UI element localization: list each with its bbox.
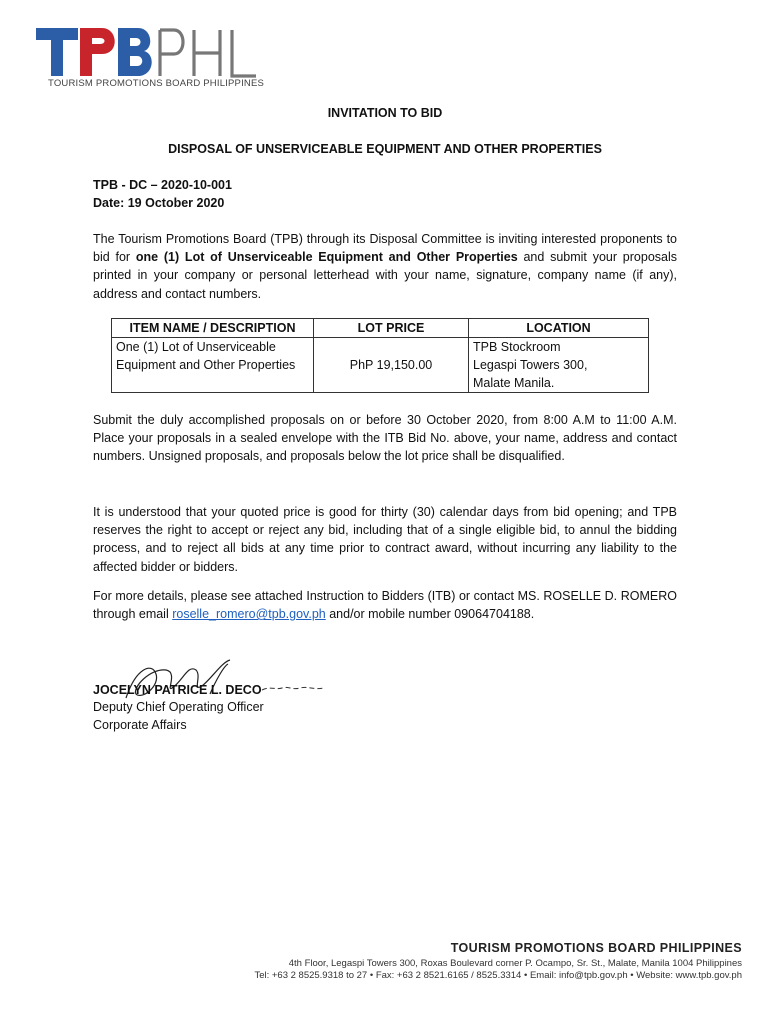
para4-text-a: For more details, please see attached Instruction to Bidders (ITB) or contact MS. ROSELLE D. ROMERO through email <box>93 589 677 622</box>
para1-text-b: and submit your proposals printed in your company or personal letterhead with your name, signature, company name (if any), address and contact numbers. <box>93 250 677 301</box>
table-row <box>112 338 649 393</box>
signatory-department: Corporate Affairs <box>93 718 187 732</box>
table-cell-item: One (1) Lot of Unserviceable Equipment and Other Properties <box>112 338 314 393</box>
location-line-1: TPB Stockroom <box>473 340 561 354</box>
table-cell-location <box>469 338 649 393</box>
table-header-location: LOCATION <box>469 319 649 338</box>
logo-letter-phl <box>160 30 256 76</box>
logo-letter-p <box>80 28 115 76</box>
para4-text-b: and/or mobile number 09064704188. <box>325 607 535 622</box>
logo-letter-b <box>118 28 152 76</box>
paragraph-contact <box>93 587 677 623</box>
logo-wordmark: TPBPHL <box>34 24 38 25</box>
paragraph-invitation <box>93 230 677 303</box>
para1-text-a: The Tourism Promotions Board (TPB) through its Disposal Committee is inviting interested proponents to bid for <box>93 232 677 265</box>
bid-table <box>111 318 649 393</box>
document-title: INVITATION TO BID <box>327 106 443 120</box>
signatory-name: JOCELYN PATRICE L. DECO <box>93 683 262 697</box>
footer-contact: Tel: +63 2 8525.9318 to 27 • Fax: +63 2 8521.6165 / 8525.3314 • Email: info@tpb.gov.ph • Website: www.tpb.gov.ph <box>254 970 742 981</box>
document-subtitle: DISPOSAL OF UNSERVICEABLE EQUIPMENT AND OTHER PROPERTIES <box>168 142 602 156</box>
footer-organization: TOURISM PROMOTIONS BOARD PHILIPPINES <box>450 941 742 955</box>
para1-text-bold: one (1) Lot of Unserviceable Equipment and Other Properties <box>135 250 518 265</box>
email-link[interactable]: roselle_romero@tpb.gov.ph <box>172 607 326 622</box>
table-header-row <box>112 319 649 338</box>
logo-letter-t <box>36 28 78 76</box>
reference-number: TPB - DC – 2020-10-001 <box>93 178 232 192</box>
logo-subtitle: TOURISM PROMOTIONS BOARD PHILIPPINES <box>48 78 265 89</box>
location-line-2: Legaspi Towers 300, <box>473 358 588 372</box>
signatory-position: Deputy Chief Operating Officer <box>93 700 264 714</box>
location-line-3: Malate Manila. <box>473 376 555 390</box>
footer-address: 4th Floor, Legaspi Towers 300, Roxas Boulevard corner P. Ocampo, Sr. St., Malate, Manila 1004 Philippines <box>288 958 742 969</box>
document-date: Date: 19 October 2020 <box>93 196 225 210</box>
paragraph-terms: It is understood that your quoted price is good for thirty (30) calendar days from bid opening; and TPB reserves the right to accept or reject any bid, including that of a single eligible bid, to annul the bidding process, and to reject all bids at any time prior to contract award, without incurring any liability to the affected bidder or bidders. <box>93 505 677 574</box>
paragraph-submission: Submit the duly accomplished proposals on or before 30 October 2020, from 8:00 A.M to 11:00 A.M. Place your proposals in a sealed envelope with the ITB Bid No. above, your name, address and contact numbers. Unsigned proposals, and proposals below the lot price shall be disqualified. <box>93 413 677 464</box>
table-cell-price: PhP 19,150.00 <box>314 338 469 393</box>
table-header-item: ITEM NAME / DESCRIPTION <box>112 319 314 338</box>
table-header-price: LOT PRICE <box>314 319 469 338</box>
